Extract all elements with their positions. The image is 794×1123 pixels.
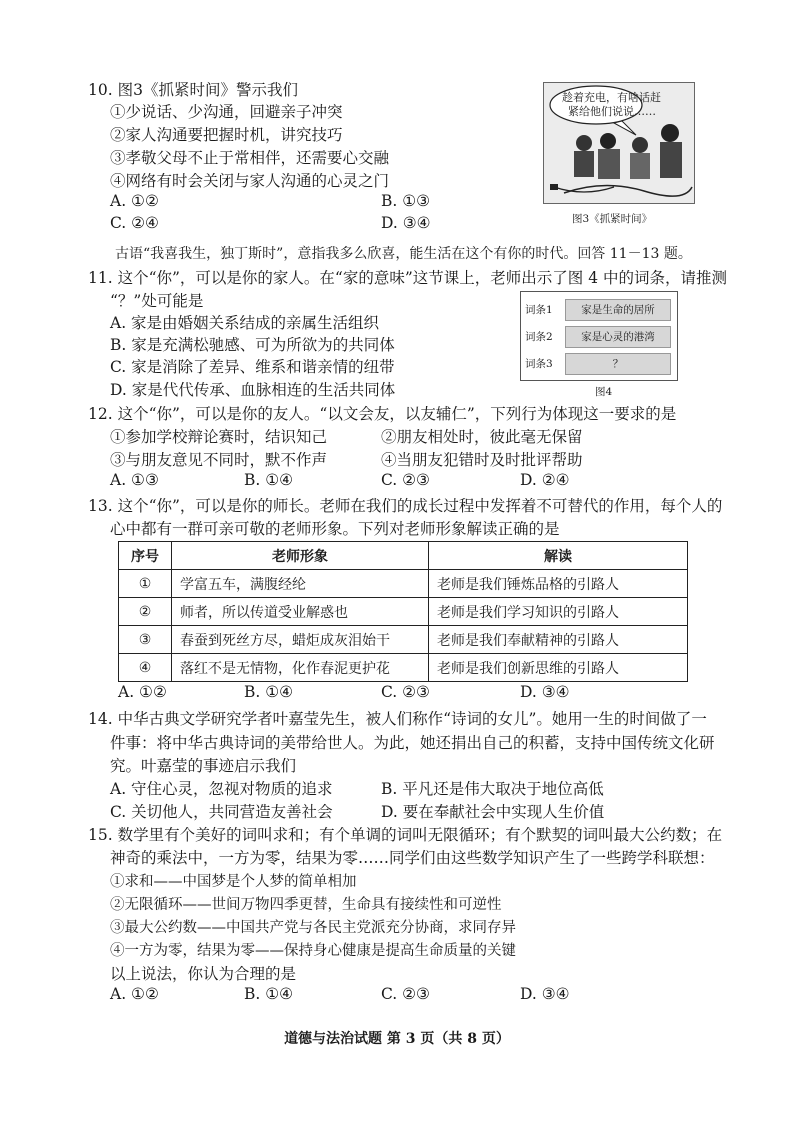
q12-item-1: ①参加学校辩论赛时，结识知己 [110,428,328,446]
q15-option-c: C. ②③ [381,985,430,1003]
table-header-cell: 序号 [119,542,172,570]
q10-option-c: C. ②④ [110,214,159,232]
table-cell: 老师是我们奉献精神的引路人 [429,626,688,654]
fig4-entry-2: 家是心灵的港湾 [565,326,671,348]
table-row [119,654,688,682]
fig4-entry-3: ？ [565,353,671,375]
q10-item-2: ②家人沟通要把握时机，讲究技巧 [110,126,343,144]
table-row [119,598,688,626]
q11-option-d: D. 家是代代传承、血脉相连的生活共同体 [110,381,396,399]
q13-option-a: A. ①② [118,683,167,701]
q14-line-1: 14. 中华古典文学研究学者叶嘉莹先生，被人们称作“诗词的女儿”。她用一生的时间做了一 [88,710,707,728]
q12-stem: 12. 这个“你”，可以是你的友人。“以文会友，以友辅仁”，下列行为体现这一要求的是 [88,405,677,423]
table-cell: 老师是我们创新思维的引路人 [429,654,688,682]
table-cell: ④ [119,654,172,682]
q13-option-c: C. ②③ [381,683,430,701]
q10-option-d: D. ③④ [381,214,431,232]
q14-option-a: A. 守住心灵，忽视对物质的追求 [110,780,333,798]
q12-option-c: C. ②③ [381,471,430,489]
q11-stem-line-1: 11. 这个“你”，可以是你的家人。在“家的意味”这节课上，老师出示了图 4 中的词条，请推测 [88,269,727,287]
q10-option-b: B. ①③ [381,192,431,210]
comic-bubble-line-2: 紧给他们说说…… [568,105,656,118]
q14-line-2: 件事：将中华古典诗词的美带给世人。为此，她还捐出自己的积蓄，支持中国传统文化研 [110,734,715,752]
q11-option-a: A. 家是由婚姻关系结成的亲属生活组织 [110,314,380,332]
table-header-cell: 解读 [429,542,688,570]
table-header-row [119,542,688,570]
q13-stem-line-1: 13. 这个“你”，可以是你的师长。老师在我们的成长过程中发挥着不可替代的作用，每个人的 [88,497,723,515]
fig4-label-2: 词条2 [525,331,553,343]
q15-line-2: 神奇的乘法中，一方为零，结果为零……同学们由这些数学知识产生了一些跨学科联想： [110,849,715,867]
q12-item-3: ③与朋友意见不同时，默不作声 [110,451,328,469]
q13-option-b: B. ①④ [244,683,294,701]
table-cell: 春蚕到死丝方尽，蜡炬成灰泪始干 [172,626,429,654]
table-cell: ① [119,570,172,598]
q11-option-b: B. 家是充满松驰感、可为所欲为的共同体 [110,336,395,354]
intro-11-13: 古语“我喜我生，独丁斯时”，意指我多么欣喜，能生活在这个有你的时代。回答 11－13 题。 [115,246,692,262]
table-cell: ③ [119,626,172,654]
table-cell: 落红不是无情物，化作春泥更护花 [172,654,429,682]
q15-closing: 以上说法，你认为合理的是 [110,965,297,983]
q15-option-d: D. ③④ [520,985,570,1003]
q15-item-2: ②无限循环——世间万物四季更替，生命具有接续性和可逆性 [110,897,502,913]
q13-stem-line-2: 心中都有一群可亲可敬的老师形象。下列对老师形象解读正确的是 [110,520,560,538]
table-header-cell: 老师形象 [172,542,429,570]
q12-item-2: ②朋友相处时，彼此毫无保留 [381,428,583,446]
comic-bubble-line-1: 趁着充电，有啥话赶 [562,91,661,104]
q14-option-d: D. 要在奉献社会中实现人生价值 [381,803,605,821]
fig4-label-1: 词条1 [525,304,553,316]
figure-4 [520,291,678,381]
q15-item-1: ①求和——中国梦是个人梦的简单相加 [110,874,357,890]
q14-option-b: B. 平凡还是伟大取决于地位高低 [381,780,604,798]
table-cell: 师者，所以传道受业解惑也 [172,598,429,626]
q13-option-d: D. ③④ [520,683,570,701]
table-cell: 老师是我们锤炼品格的引路人 [429,570,688,598]
q15-option-b: B. ①④ [244,985,294,1003]
q10-item-3: ③孝敬父母不止于常相伴，还需要心交融 [110,149,390,167]
table-cell: 学富五车，满腹经纶 [172,570,429,598]
fig4-entry-1: 家是生命的居所 [565,299,671,321]
figure-3-caption: 图3《抓紧时间》 [572,213,653,225]
q13-table [118,541,688,682]
figure-4-caption: 图4 [595,386,613,398]
q10-option-a: A. ①② [110,192,159,210]
table-row [119,570,688,598]
q10-stem: 10. 图3《抓紧时间》警示我们 [88,81,298,99]
q15-item-4: ④一方为零，结果为零——保持身心健康是提高生命质量的关键 [110,943,516,959]
q10-item-1: ①少说话、少沟通，回避亲子冲突 [110,103,343,121]
q14-line-3: 究。叶嘉莹的事迹启示我们 [110,757,297,775]
q10-item-4: ④网络有时会关闭与家人沟通的心灵之门 [110,172,390,190]
q15-line-1: 15. 数学里有个美好的词叫求和；有个单调的词叫无限循环；有个默契的词叫最大公约数；在 [88,826,723,844]
q12-option-b: B. ①④ [244,471,294,489]
q12-option-a: A. ①③ [110,471,159,489]
table-cell: ② [119,598,172,626]
q12-item-4: ④当朋友犯错时及时批评帮助 [381,451,583,469]
q15-item-3: ③最大公约数——中国共产党与各民主党派充分协商，求同存异 [110,920,516,936]
q12-option-d: D. ②④ [520,471,570,489]
page-footer: 道德与法治试题 第 3 页（共 8 页） [284,1031,510,1047]
q15-option-a: A. ①② [110,985,159,1003]
q11-option-c: C. 家是消除了差异、维系和谐亲情的纽带 [110,358,395,376]
q14-option-c: C. 关切他人，共同营造友善社会 [110,803,333,821]
q11-stem-line-2: “？”处可能是 [110,292,204,310]
fig4-label-3: 词条3 [525,358,553,370]
table-cell: 老师是我们学习知识的引路人 [429,598,688,626]
table-row [119,626,688,654]
